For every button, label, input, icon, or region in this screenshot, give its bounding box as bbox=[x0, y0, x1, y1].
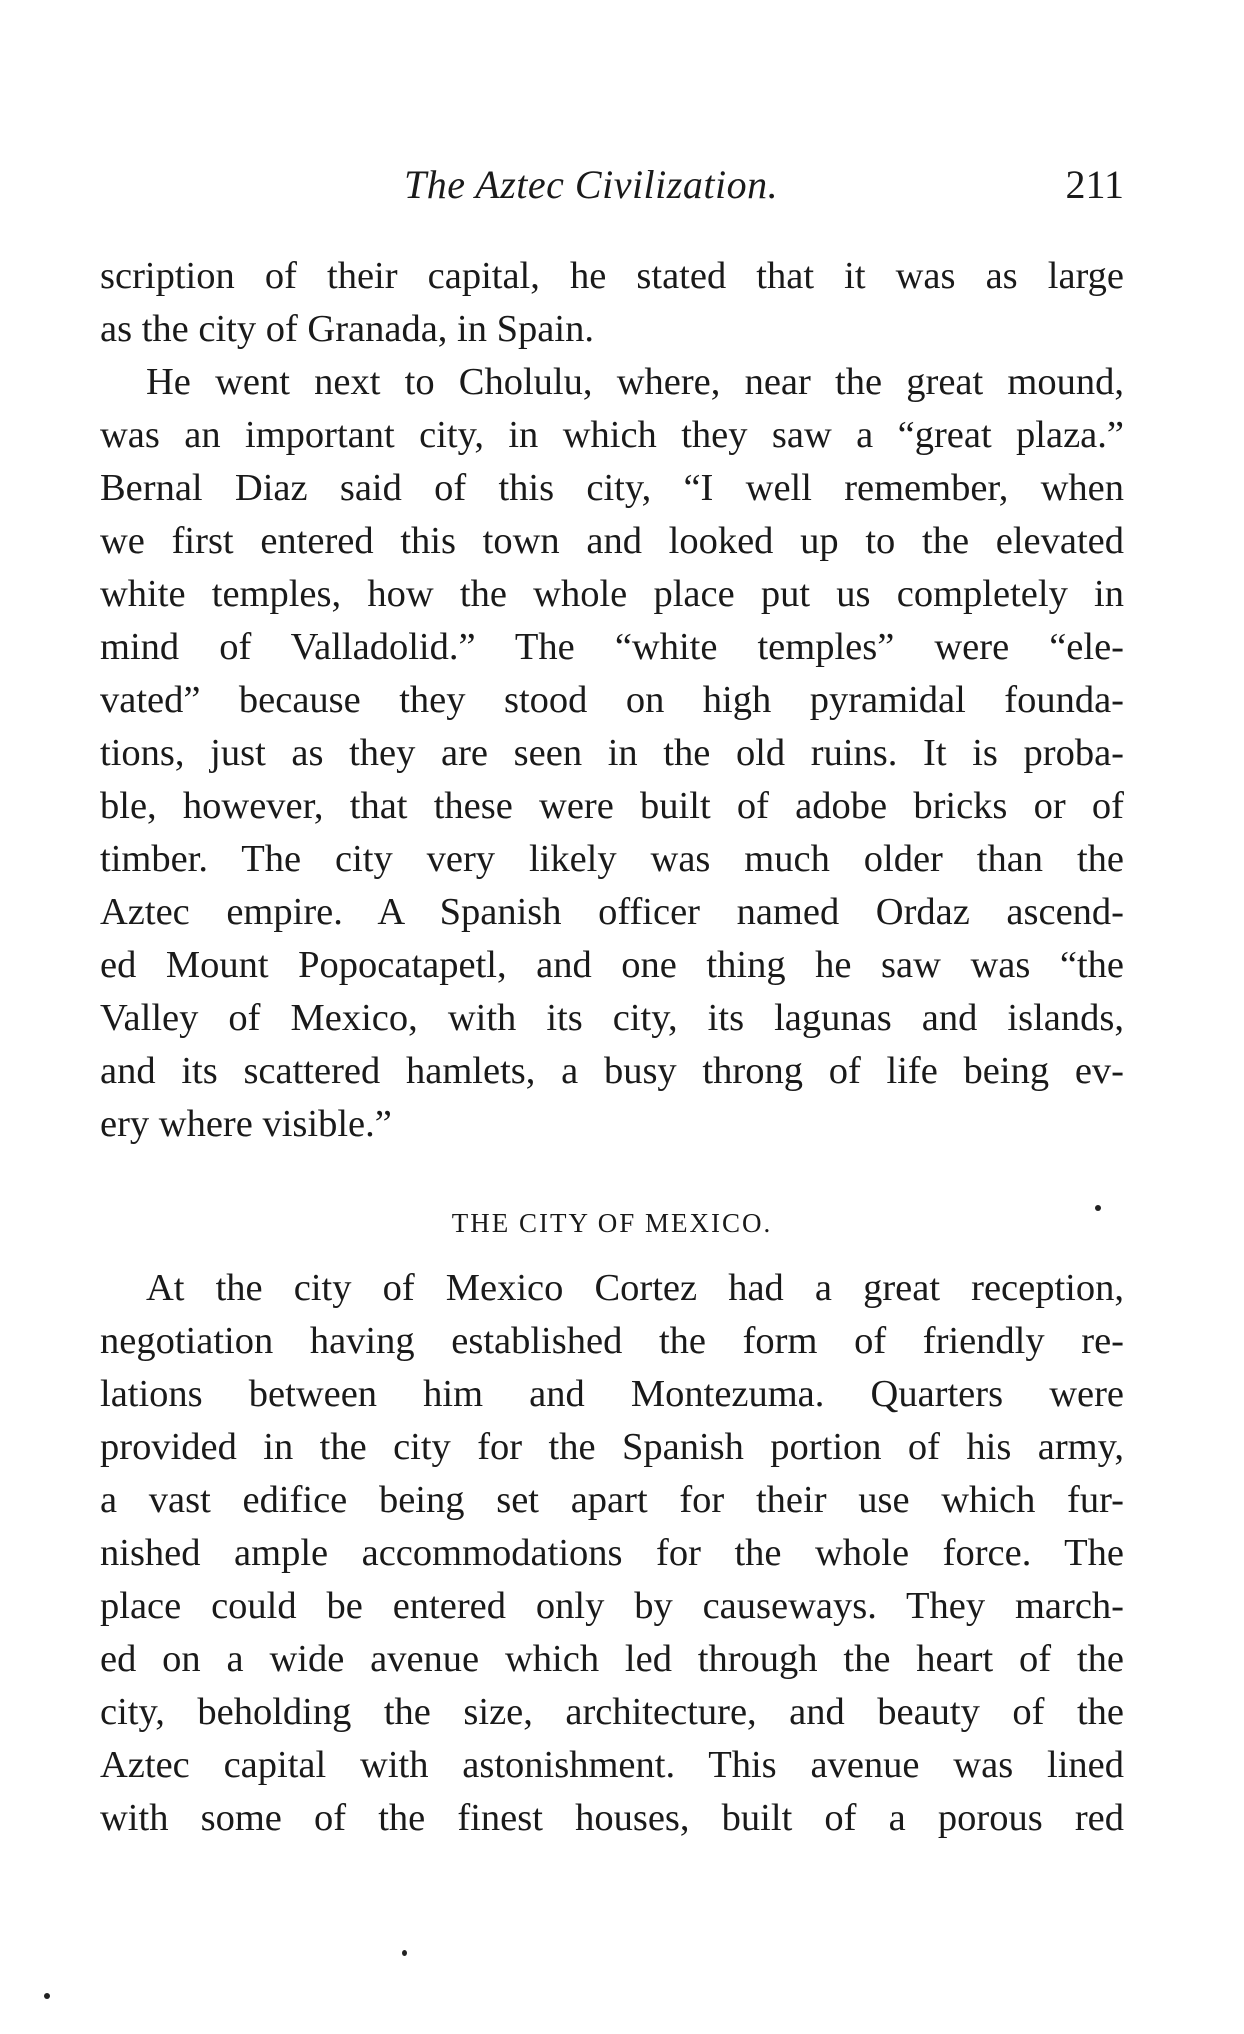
text-line: mind of Valladolid.” The “white temples” were “ele- bbox=[100, 626, 1124, 668]
text-line: as the city of Granada, in Spain. bbox=[100, 308, 594, 350]
text-line: with some of the finest houses, built of a porous red bbox=[100, 1797, 1124, 1839]
text-line: white temples, how the whole place put us completely in bbox=[100, 573, 1124, 615]
text-line: was an important city, in which they saw a “great plaza.” bbox=[100, 414, 1124, 456]
section-heading: THE CITY OF MEXICO. bbox=[451, 1208, 773, 1238]
ink-speck bbox=[44, 1993, 50, 1999]
text-line: Aztec capital with astonishment. This avenue was lined bbox=[100, 1744, 1124, 1786]
text-line: and its scattered hamlets, a busy throng of life being ev- bbox=[100, 1050, 1124, 1092]
text-line: ed on a wide avenue which led through the heart of the bbox=[100, 1638, 1124, 1680]
paragraph-continuation bbox=[100, 250, 1124, 356]
text-line: He went next to Cholulu, where, near the great mound, bbox=[146, 361, 1124, 403]
text-line: we first entered this town and looked up to the elevated bbox=[100, 520, 1124, 562]
text-line: a vast edifice being set apart for their use which fur- bbox=[100, 1479, 1124, 1521]
text-line: nished ample accommodations for the whole force. The bbox=[100, 1532, 1124, 1574]
running-head bbox=[100, 160, 1124, 210]
running-title: The Aztec Civilization. bbox=[404, 162, 779, 207]
text-line: city, beholding the size, architecture, and beauty of the bbox=[100, 1691, 1124, 1733]
text-line: vated” because they stood on high pyramidal founda- bbox=[100, 679, 1124, 721]
text-line: ery where visible.” bbox=[100, 1103, 392, 1145]
text-line: ed Mount Popocatapetl, and one thing he saw was “the bbox=[100, 944, 1124, 986]
text-line: provided in the city for the Spanish portion of his army, bbox=[100, 1426, 1124, 1468]
text-line: scription of their capital, he stated that it was as large bbox=[100, 255, 1124, 297]
ink-speck bbox=[402, 1950, 407, 1956]
page-number: 211 bbox=[1065, 162, 1124, 207]
paragraph-city-of-mexico bbox=[100, 1262, 1124, 1845]
text-line: place could be entered only by causeways. They march- bbox=[100, 1585, 1124, 1627]
text-line: timber. The city very likely was much older than the bbox=[100, 838, 1124, 880]
text-line: lations between him and Montezuma. Quarters were bbox=[100, 1373, 1124, 1415]
text-line: ble, however, that these were built of adobe bricks or of bbox=[100, 785, 1124, 827]
text-line: Aztec empire. A Spanish officer named Ordaz ascend- bbox=[100, 891, 1124, 933]
paragraph-cholulu bbox=[100, 356, 1124, 1151]
text-line: At the city of Mexico Cortez had a great reception, bbox=[146, 1267, 1124, 1309]
text-line: Bernal Diaz said of this city, “I well remember, when bbox=[100, 467, 1124, 509]
text-line: Valley of Mexico, with its city, its lagunas and islands, bbox=[100, 997, 1124, 1039]
text-line: tions, just as they are seen in the old ruins. It is proba- bbox=[100, 732, 1124, 774]
text-line: negotiation having established the form of friendly re- bbox=[100, 1320, 1124, 1362]
ink-speck bbox=[1095, 1205, 1101, 1211]
